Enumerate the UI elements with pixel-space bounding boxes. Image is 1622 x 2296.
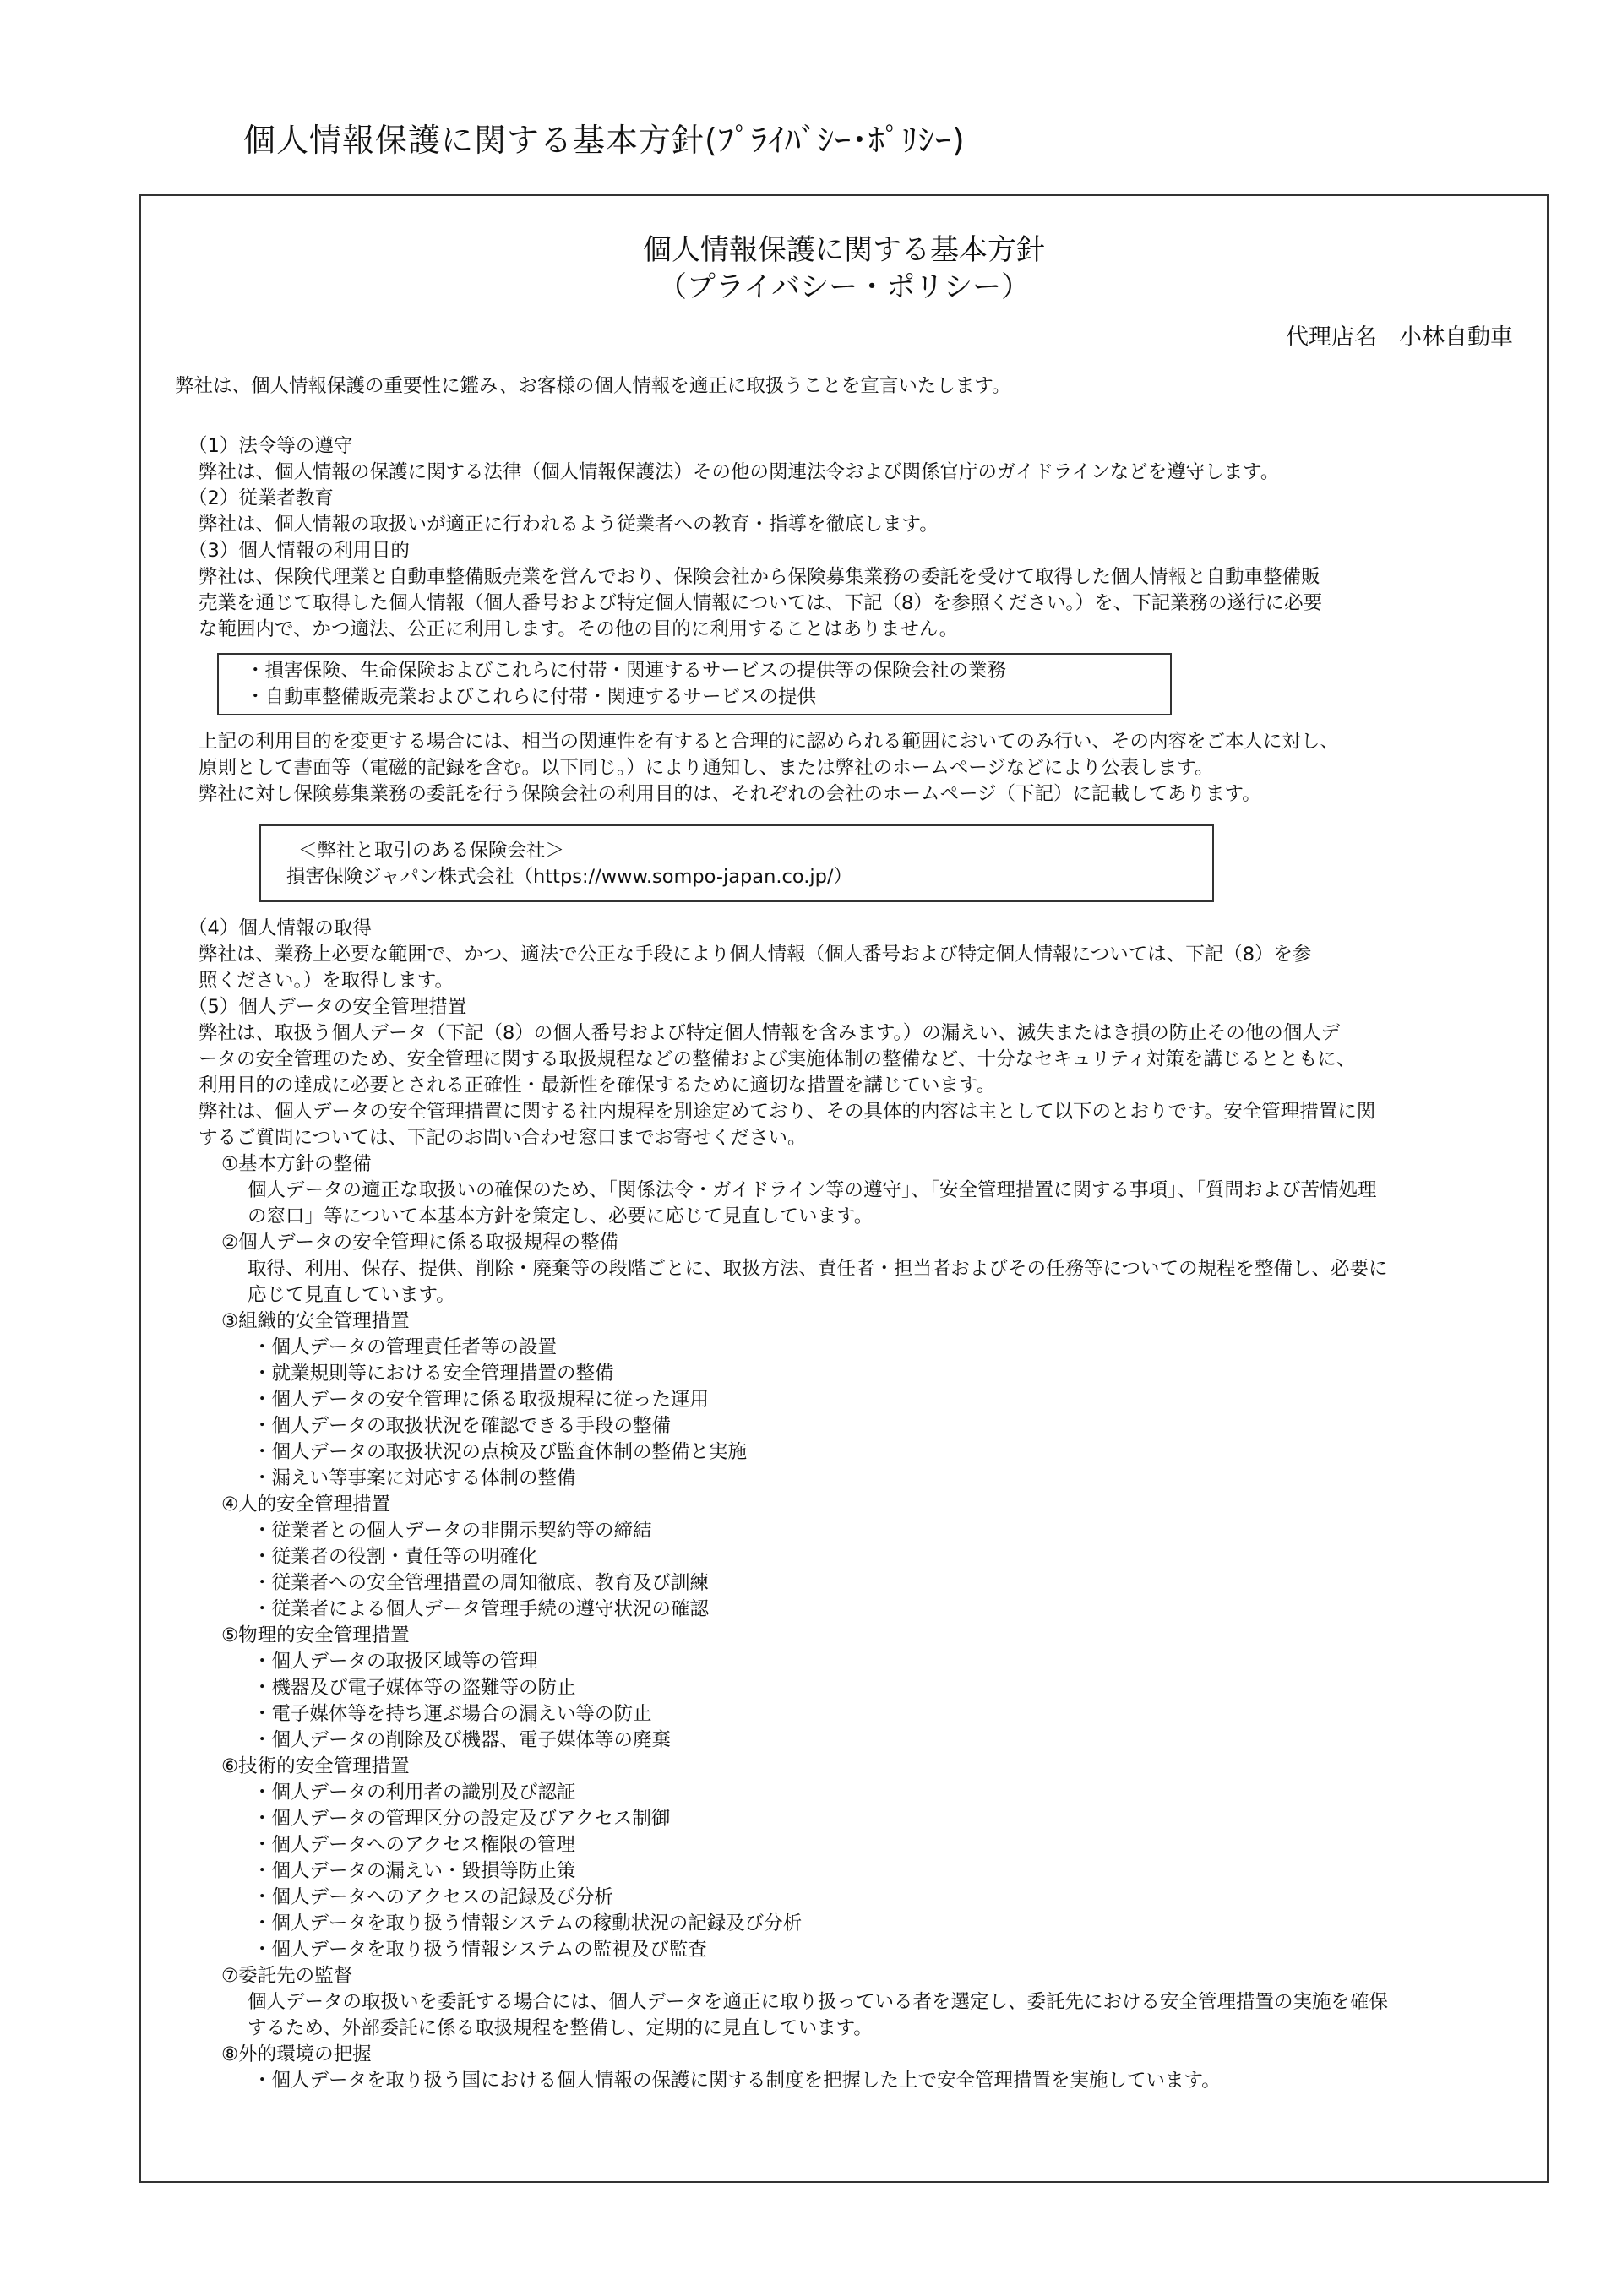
measure-3-item: ・漏えい等事案に対応する体制の整備 [253, 1467, 576, 1489]
measure-4-item: ・従業者との個人データの非開示契約等の締結 [253, 1520, 652, 1542]
section-3-after-line: 上記の利用目的を変更する場合には、相当の関連性を有すると合理的に認められる範囲においてのみ行い、その内容をご本人に対し、 [199, 731, 1340, 753]
section-3-after-line: 弊社に対し保険募集業務の委託を行う保険会社の利用目的は、それぞれの会社のホームページ（下記）に記載してあります。 [199, 783, 1261, 805]
policy-frame [139, 194, 1549, 2183]
section-5-line: するご質問については、下記のお問い合わせ窓口までお寄せください。 [199, 1127, 807, 1149]
measure-3-title: ③組織的安全管理措置 [221, 1310, 410, 1332]
section-5-title: （5）個人データの安全管理措置 [188, 996, 467, 1018]
measure-4-item: ・従業者による個人データ管理手続の遵守状況の確認 [253, 1598, 710, 1620]
measure-1-title: ①基本方針の整備 [221, 1153, 372, 1175]
measure-2-title: ②個人データの安全管理に係る取扱規程の整備 [221, 1232, 619, 1254]
measure-2-line: 応じて見直しています。 [248, 1284, 455, 1306]
section-5-line: 弊社は、個人データの安全管理措置に関する社内規程を別途定めており、その具体的内容は主として以下のとおりです。安全管理措置に関 [199, 1101, 1376, 1123]
insurer-box-heading: ＜弊社と取引のある保険会社＞ [298, 840, 565, 862]
measure-6-item: ・個人データの漏えい・毀損等防止策 [253, 1860, 576, 1882]
measure-8-title: ⑧外的環境の把握 [221, 2043, 372, 2065]
policy-body [175, 373, 1527, 2094]
measure-6-item: ・個人データへのアクセス権限の管理 [253, 1834, 575, 1856]
measure-3-item: ・個人データの安全管理に係る取扱規程に従った運用 [253, 1389, 710, 1411]
intro-text: 弊社は、個人情報保護の重要性に鑑み、お客様の個人情報を適正に取扱うことを宣言いたします。 [175, 375, 1011, 397]
agent-name: 小林自動車 [1399, 324, 1513, 351]
agent-line [1286, 321, 1513, 355]
purpose-item: ・損害保険、生命保険およびこれらに付帯・関連するサービスの提供等の保険会社の業務 [246, 660, 1007, 682]
measure-7-title: ⑦委託先の監督 [221, 1965, 353, 1987]
measure-5-item: ・機器及び電子媒体等の盗難等の防止 [253, 1677, 576, 1699]
measure-6-item: ・個人データの利用者の識別及び認証 [253, 1782, 576, 1804]
measure-6-item: ・個人データの管理区分の設定及びアクセス制御 [253, 1808, 671, 1830]
section-3-title: （3）個人情報の利用目的 [188, 540, 410, 562]
section-4-line: 弊社は、業務上必要な範囲で、かつ、適法で公正な手段により個人情報（個人番号および特定個人情報については、下記（8）を参 [199, 944, 1312, 966]
measure-5-item: ・個人データの削除及び機器、電子媒体等の廃棄 [253, 1729, 672, 1751]
section-5-line: ータの安全管理のため、安全管理に関する取扱規程などの整備および実施体制の整備など、十分なセキュリティ対策を講じるとともに、 [199, 1048, 1356, 1070]
purpose-box [217, 653, 1172, 715]
purpose-item: ・自動車整備販売業およびこれらに付帯・関連するサービスの提供 [246, 686, 817, 708]
measure-4-title: ④人的安全管理措置 [221, 1493, 391, 1515]
section-2-title: （2）従業者教育 [188, 487, 334, 509]
section-3-line: な範囲内で、かつ適法、公正に利用します。その他の目的に利用することはありません。 [199, 618, 959, 640]
insurer-item: 損害保険ジャパン株式会社（https://www.sompo-japan.co.jp/） [286, 866, 853, 888]
measure-3-item: ・個人データの管理責任者等の設置 [253, 1336, 558, 1358]
measure-6-item: ・個人データへのアクセスの記録及び分析 [253, 1886, 613, 1908]
measure-1-line: 個人データの適正な取扱いの確保のため、「関係法令・ガイドライン等の遵守」、「安全管理措置に関する事項」、「質問および苦情処理 [248, 1179, 1377, 1201]
section-2-text: 弊社は、個人情報の取扱いが適正に行われるよう従業者への教育・指導を徹底します。 [199, 514, 939, 536]
measure-5-title: ⑤物理的安全管理措置 [221, 1624, 410, 1646]
section-3-after-line: 原則として書面等（電磁的記録を含む。以下同じ。）により通知し、または弊社のホームページなどにより公表します。 [199, 757, 1214, 779]
measure-6-item: ・個人データを取り扱う情報システムの監視及び監査 [253, 1939, 707, 1961]
measure-3-item: ・就業規則等における安全管理措置の整備 [253, 1363, 614, 1385]
agent-label: 代理店名 [1286, 324, 1377, 351]
section-4-line: 照ください。）を取得します。 [199, 970, 454, 992]
policy-title: 個人情報保護に関する基本方針 [643, 233, 1045, 267]
measure-7-line: 個人データの取扱いを委託する場合には、個人データを適正に取り扱っている者を選定し、委託先における安全管理措置の実施を確保 [248, 1991, 1389, 2013]
measure-1-line: の窓口」等について本基本方針を策定し、必要に応じて見直しています。 [248, 1205, 874, 1227]
measure-2-line: 取得、利用、保存、提供、削除・廃棄等の段階ごとに、取扱方法、責任者・担当者およびその任務等についての規程を整備し、必要に [248, 1258, 1388, 1280]
measure-7-line: するため、外部委託に係る取扱規程を整備し、定期的に見直しています。 [248, 2017, 873, 2039]
section-1-text: 弊社は、個人情報の保護に関する法律（個人情報保護法）その他の関連法令および関係官庁のガイドラインなどを遵守します。 [199, 461, 1280, 483]
policy-subtitle: （プライバシー・ポリシー） [657, 270, 1031, 304]
measure-5-item: ・電子媒体等を持ち運ぶ場合の漏えい等の防止 [253, 1703, 652, 1725]
measure-5-item: ・個人データの取扱区域等の管理 [253, 1651, 538, 1673]
insurer-box [259, 824, 1214, 902]
section-4-title: （4）個人情報の取得 [188, 917, 372, 939]
measure-4-item: ・従業者の役割・責任等の明確化 [253, 1546, 538, 1568]
measure-4-item: ・従業者への安全管理措置の周知徹底、教育及び訓練 [253, 1572, 710, 1594]
section-5-line: 弊社は、取扱う個人データ（下記（8）の個人番号および特定個人情報を含みます。）の漏えい、滅失またはき損の防止その他の個人デ [199, 1022, 1341, 1044]
measure-3-item: ・個人データの取扱状況の点検及び監査体制の整備と実施 [253, 1441, 748, 1463]
measure-3-item: ・個人データの取扱状況を確認できる手段の整備 [253, 1415, 672, 1437]
section-5-line: 利用目的の達成に必要とされる正確性・最新性を確保するために適切な措置を講じています。 [199, 1075, 996, 1096]
page-heading: 個人情報保護に関する基本方針(ﾌﾟﾗｲﾊﾞｼｰ･ﾎﾟﾘｼｰ) [243, 122, 966, 159]
section-1-title: （1）法令等の遵守 [188, 435, 353, 457]
measure-8-item: ・個人データを取り扱う国における個人情報の保護に関する制度を把握した上で安全管理措置を実施しています。 [253, 2070, 1221, 2092]
measure-6-title: ⑥技術的安全管理措置 [221, 1755, 410, 1777]
measure-6-item: ・個人データを取り扱う情報システムの稼動状況の記録及び分析 [253, 1912, 803, 1934]
section-3-line: 売業を通じて取得した個人情報（個人番号および特定個人情報については、下記（8）を参照ください。）を、下記業務の遂行に必要 [199, 592, 1323, 614]
section-3-line: 弊社は、保険代理業と自動車整備販売業を営んでおり、保険会社から保険募集業務の委託を受けて取得した個人情報と自動車整備販 [199, 566, 1320, 588]
